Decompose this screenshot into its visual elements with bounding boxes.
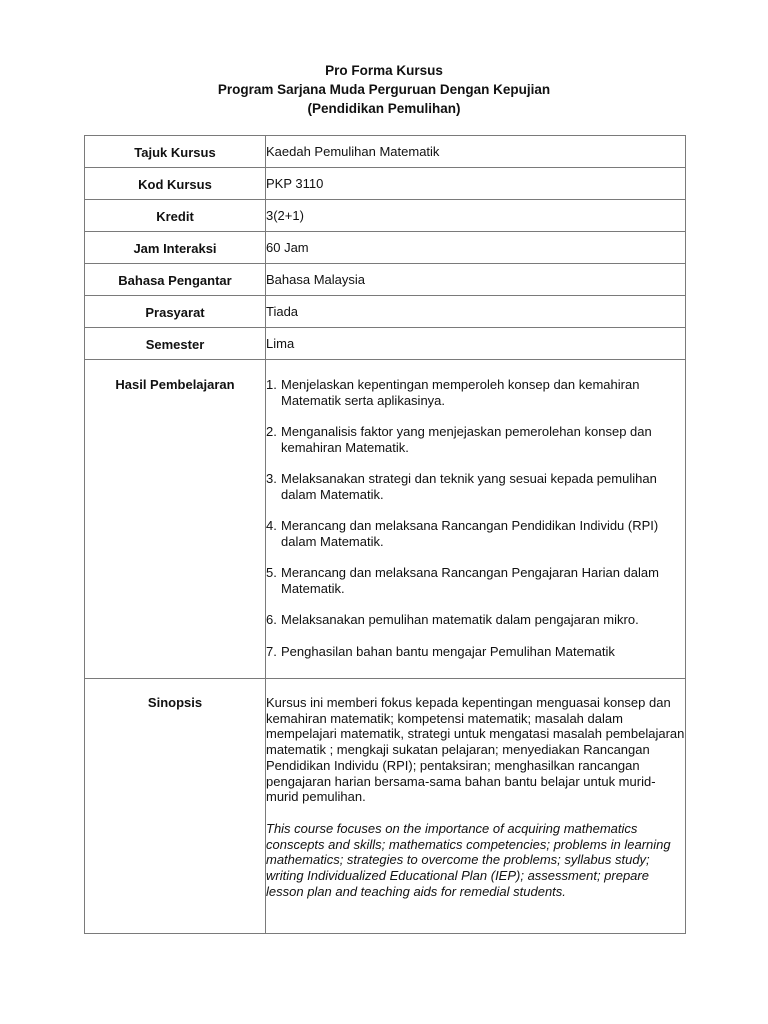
synopsis-label: Sinopsis	[85, 679, 266, 934]
table-row	[85, 264, 686, 296]
table-row	[85, 360, 686, 679]
list-item-text: Melaksanakan pemulihan matematik dalam pengajaran mikro.	[281, 612, 639, 627]
table-row	[85, 168, 686, 200]
list-item-number: 6.	[266, 612, 277, 627]
list-item	[266, 644, 685, 660]
list-item	[266, 424, 685, 455]
course-title-value: Kaedah Pemulihan Matematik	[266, 136, 686, 168]
list-item-number: 1.	[266, 377, 277, 392]
table-row	[85, 200, 686, 232]
list-item-text: Merancang dan melaksana Rancangan Pendidikan Individu (RPI) dalam Matematik.	[281, 518, 659, 549]
learning-outcomes-label: Hasil Pembelajaran	[85, 360, 266, 679]
list-item-number: 5.	[266, 565, 277, 580]
course-title-label: Tajuk Kursus	[85, 136, 266, 168]
list-item-number: 4.	[266, 518, 277, 533]
course-code-label: Kod Kursus	[85, 168, 266, 200]
prerequisite-label: Prasyarat	[85, 296, 266, 328]
contact-hours-value: 60 Jam	[266, 232, 686, 264]
table-row	[85, 328, 686, 360]
credit-label: Kredit	[85, 200, 266, 232]
list-item-number: 3.	[266, 471, 277, 486]
contact-hours-label: Jam Interaksi	[85, 232, 266, 264]
language-label: Bahasa Pengantar	[85, 264, 266, 296]
semester-value: Lima	[266, 328, 686, 360]
header-program: Program Sarjana Muda Perguruan Dengan Kepujian	[217, 82, 551, 97]
table-row	[85, 679, 686, 934]
list-item-text: Penghasilan bahan bantu mengajar Pemulihan Matematik	[281, 643, 615, 659]
synopsis-value	[266, 679, 686, 934]
list-item-text: Menganalisis faktor yang menjejaskan pemerolehan konsep dan kemahiran Matematik.	[281, 424, 652, 455]
table-row	[85, 136, 686, 168]
language-value: Bahasa Malaysia	[266, 264, 686, 296]
list-item	[266, 518, 685, 549]
table-row	[85, 296, 686, 328]
prerequisite-value: Tiada	[266, 296, 686, 328]
list-item-text: Melaksanakan strategi dan teknik yang sesuai kepada pemulihan dalam Matematik.	[281, 471, 657, 502]
course-code-value: PKP 3110	[266, 168, 686, 200]
credit-value: 3(2+1)	[266, 200, 686, 232]
list-item	[266, 471, 685, 502]
header-specialization: (Pendidikan Pemulihan)	[307, 101, 461, 116]
synopsis-english-text: This course focuses on the importance of acquiring mathematics conscepts and skills; mathematics competencies; problems in learning mathematics; strategies to overcome the problems; syllabus study; writing Individualized Educational Plan (IEP); assessment; prepare lesson plan and teaching aids for remedial students.	[266, 820, 671, 899]
learning-outcomes-value	[266, 360, 686, 679]
list-item	[266, 565, 685, 596]
course-info-table	[84, 135, 686, 934]
list-item-number: 2.	[266, 424, 277, 439]
list-item-text: Menjelaskan kepentingan memperoleh konsep dan kemahiran Matematik serta aplikasinya.	[281, 377, 640, 408]
learning-outcomes-list	[266, 377, 685, 659]
synopsis-malay-text: Kursus ini memberi fokus kepada kepentingan menguasai konsep dan kemahiran matematik; kompetensi matematik; masalah dalam mempelajari matematik, strategi untuk mengatasi masalah pembelajaran matematik ; mengkaji sukatan pelajaran; menyediakan Rancangan Pendidikan Individu (RPI); pentaksiran; menghasilkan rancangan pengajaran harian bersama-sama bahan bantu belajar untuk murid-murid pemulihan.	[266, 695, 685, 805]
header-title: Pro Forma Kursus	[325, 63, 443, 78]
list-item	[266, 612, 685, 628]
list-item-number: 7.	[266, 643, 277, 659]
list-item	[266, 377, 685, 408]
list-item-text: Merancang dan melaksana Rancangan Pengajaran Harian dalam Matematik.	[281, 565, 659, 596]
table-row	[85, 232, 686, 264]
semester-label: Semester	[85, 328, 266, 360]
document-header	[0, 61, 768, 118]
